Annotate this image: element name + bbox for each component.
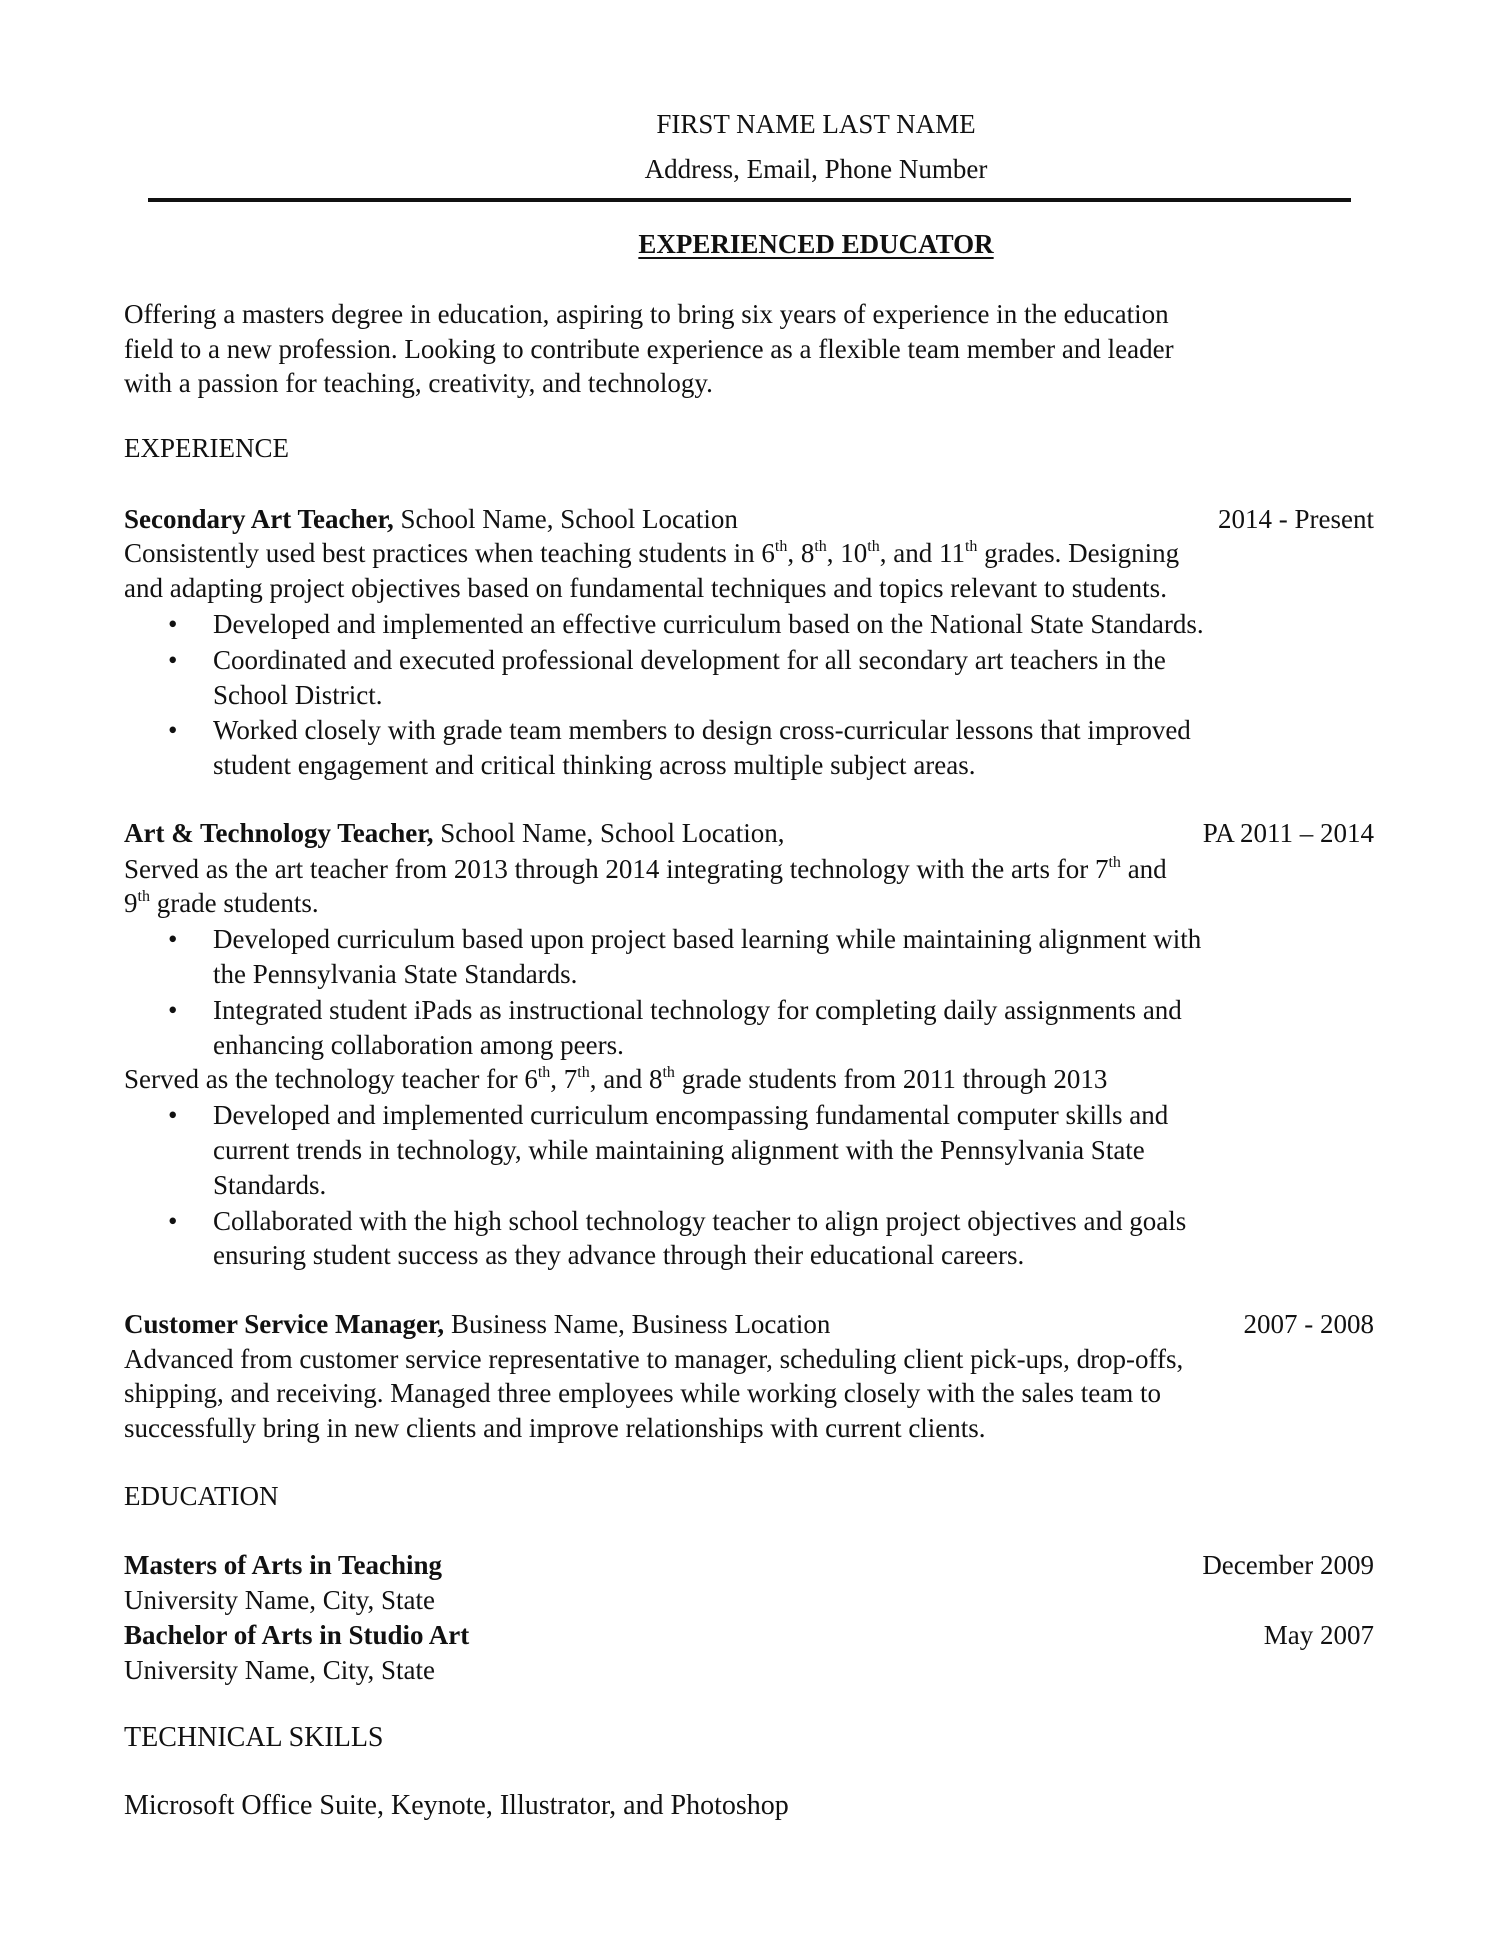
job-description: and adapting project objectives based on fundamental techniques and topics relevant to students. [124,573,1167,603]
job-header [124,502,738,537]
skills-heading: TECHNICAL SKILLS [124,1722,384,1753]
bullet-item: Developed and implemented an effective curriculum based on the National State Standards. [213,609,1204,639]
summary-line: Offering a masters degree in education, aspiring to bring six years of experience in the education [124,299,1169,329]
text-segment: Served as the technology teacher for 6 [124,1064,538,1094]
bullet-item: current trends in technology, while maintaining alignment with the Pennsylvania State [213,1135,1145,1165]
ordinal-suffix: th [1108,854,1121,871]
resume-title: EXPERIENCED EDUCATOR [638,229,994,259]
bullet-item: Worked closely with grade team members to design cross-curricular lessons that improved [213,715,1191,745]
bullet-icon: • [168,924,178,954]
bullet-item: Coordinated and executed professional development for all secondary art teachers in the [213,645,1166,675]
ordinal-suffix: th [577,1064,590,1081]
ordinal-suffix: th [814,538,827,555]
bullet-item: enhancing collaboration among peers. [213,1030,624,1060]
text-segment: , 7 [550,1064,578,1094]
bullet-item: Integrated student iPads as instructional technology for completing daily assignments and [213,995,1182,1025]
job-org: School Name, School Location, [433,818,785,848]
text-segment: , and 8 [589,1064,663,1094]
experience-heading: EXPERIENCE [124,433,289,463]
ordinal-suffix: th [867,538,880,555]
text-segment: Served as the art teacher from 2013 through 2014 integrating technology with the arts for 7 [124,854,1109,884]
text-segment: grade students. [149,888,319,918]
ordinal-suffix: th [964,538,978,555]
candidate-name: FIRST NAME LAST NAME [656,109,976,139]
degree-name: Masters of Arts in Teaching [124,1550,443,1580]
ordinal-suffix: th [537,1064,551,1081]
bullet-item: Developed and implemented curriculum encompassing fundamental computer skills and [213,1100,1169,1130]
job-description [124,852,1167,887]
bullet-icon: • [168,609,178,639]
bullet-item: ensuring student success as they advance through their educational careers. [213,1240,1025,1270]
job-description: shipping, and receiving. Managed three employees while working closely with the sales team to [124,1378,1161,1408]
degree-school: University Name, City, State [124,1585,435,1615]
bullet-item: student engagement and critical thinking across multiple subject areas. [213,750,976,780]
ordinal-suffix: th [137,888,150,905]
ordinal-suffix: th [662,1064,675,1081]
summary-line: field to a new profession. Looking to contribute experience as a flexible team member and leader [124,334,1174,364]
degree-date: May 2007 [1263,1620,1374,1650]
bullet-item: the Pennsylvania State Standards. [213,959,578,989]
bullet-item: Standards. [213,1170,327,1200]
bullet-icon: • [168,1100,178,1130]
job-title: Art & Technology Teacher, [124,818,434,848]
text-segment: 9 [124,888,138,918]
bullet-icon: • [168,715,178,745]
text-segment: Consistently used best practices when teaching students in 6 [124,538,775,568]
text-segment: , 8 [787,538,815,568]
bullet-icon: • [168,645,178,675]
job-header [124,816,784,851]
text-segment: grade students from 2011 through 2013 [674,1064,1108,1094]
bullet-item: Collaborated with the high school technology teacher to align project objectives and goals [213,1206,1187,1236]
job-org: School Name, School Location [393,504,738,534]
job-description [124,1062,1107,1097]
summary-line: with a passion for teaching, creativity, and technology. [124,368,713,398]
bullet-icon: • [168,1206,178,1236]
job-dates: PA 2011 – 2014 [1202,818,1374,848]
job-description: Advanced from customer service representative to manager, scheduling client pick-ups, drop-offs, [124,1344,1184,1374]
degree-date: December 2009 [1202,1550,1374,1580]
degree-name: Bachelor of Arts in Studio Art [124,1620,470,1650]
job-title: Secondary Art Teacher, [124,504,394,534]
header-divider [148,198,1351,202]
skills-text: Microsoft Office Suite, Keynote, Illustrator, and Photoshop [124,1790,789,1821]
job-description: successfully bring in new clients and improve relationships with current clients. [124,1413,986,1443]
degree-school: University Name, City, State [124,1655,435,1685]
bullet-icon: • [168,995,178,1025]
job-dates: 2014 - Present [1218,504,1374,534]
text-segment: grades. Designing [977,538,1180,568]
job-description [124,886,319,921]
job-header [124,1307,830,1342]
job-org: Business Name, Business Location [444,1309,831,1339]
text-segment: , 10 [826,538,868,568]
contact-info: Address, Email, Phone Number [644,154,988,184]
job-dates: 2007 - 2008 [1243,1309,1374,1339]
job-title: Customer Service Manager, [124,1309,445,1339]
text-segment: , and 11 [879,538,965,568]
job-description [124,536,1179,571]
text-segment: and [1120,854,1167,884]
education-heading: EDUCATION [124,1481,279,1511]
ordinal-suffix: th [774,538,788,555]
bullet-item: Developed curriculum based upon project based learning while maintaining alignment with [213,924,1202,954]
bullet-item: School District. [213,680,383,710]
